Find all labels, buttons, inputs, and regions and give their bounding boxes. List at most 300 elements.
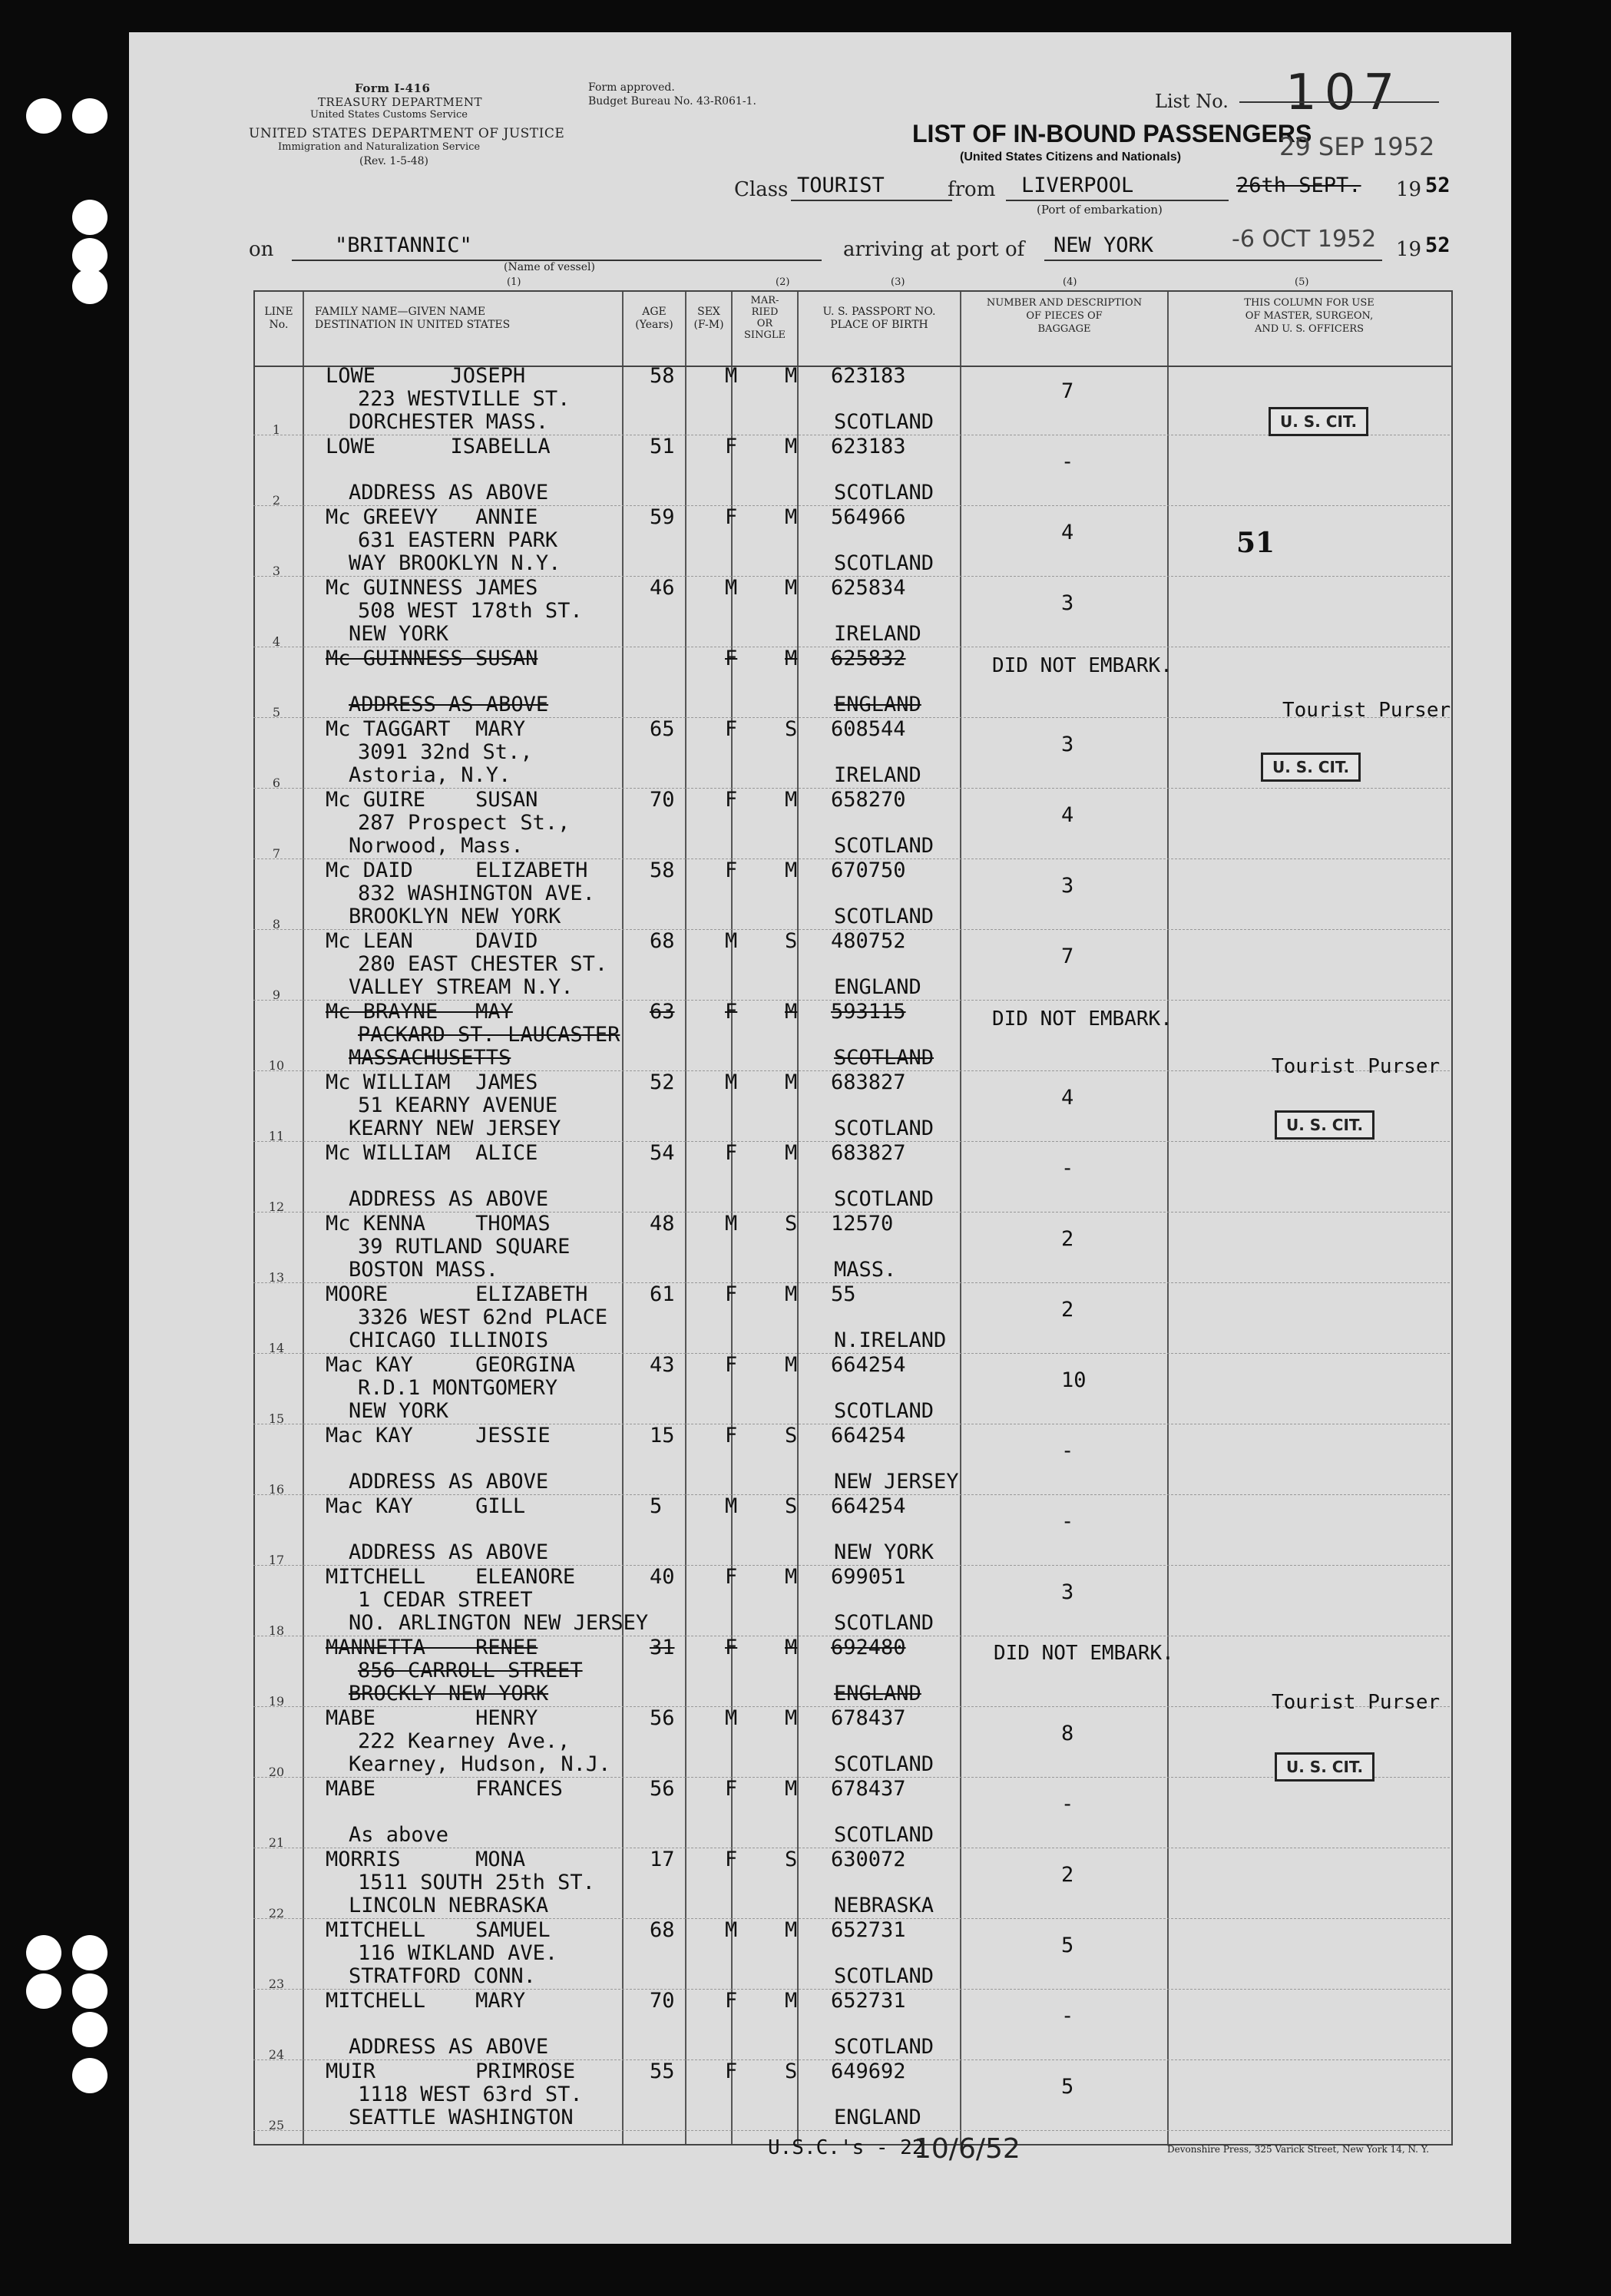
row-name: Mc GUINNESS SUSAN	[326, 647, 538, 670]
punch-hole	[26, 1935, 61, 1970]
row-sex: F	[725, 1000, 738, 1024]
row-bag: 3	[1061, 874, 1074, 898]
row-line-number: 20	[268, 1765, 285, 1779]
punch-hole	[72, 98, 108, 134]
row-passport: 670750	[831, 859, 906, 882]
row-sex: F	[725, 1424, 738, 1447]
row-line-number: 17	[268, 1553, 285, 1567]
count-51: 51	[1236, 527, 1275, 559]
row-name: MITCHELL MARY	[326, 1989, 526, 2013]
row-name: MORRIS MONA	[326, 1848, 526, 1871]
row-bag: 3	[1061, 733, 1074, 756]
row-addr2: Kearney, Hudson, N.J.	[349, 1752, 611, 1776]
row-ms: S	[785, 2059, 798, 2083]
us-cit-stamp: U. S. CIT.	[1275, 1752, 1374, 1782]
row-sex: F	[725, 717, 738, 741]
row-age: 68	[650, 1918, 675, 1942]
row-sex: M	[725, 1706, 738, 1730]
row-addr2: NEW YORK	[349, 622, 449, 646]
from-label: from	[948, 178, 996, 201]
row-name: MITCHELL SAMUEL	[326, 1918, 551, 1942]
dept-immigration: Immigration and Naturalization Service	[278, 141, 481, 153]
row-age: 61	[650, 1282, 675, 1306]
row-addr1: 832 WASHINGTON AVE.	[358, 882, 595, 905]
row-name: MITCHELL ELEANORE	[326, 1565, 576, 1589]
row-addr2: ADDRESS AS ABOVE	[349, 1187, 549, 1211]
row-addr2: KEARNY NEW JERSEY	[349, 1117, 561, 1140]
row-ms: S	[785, 717, 798, 741]
document-subtitle: (United States Citizens and Nationals)	[960, 151, 1182, 164]
col-num-4: (4)	[1063, 276, 1077, 288]
col-num-1: (1)	[507, 276, 521, 288]
row-ms: M	[785, 1565, 798, 1589]
class-label: Class	[734, 178, 789, 201]
row-passport: 608544	[831, 717, 906, 741]
row-birth: SCOTLAND	[834, 481, 935, 505]
col-num-5: (5)	[1295, 276, 1309, 288]
row-ms: M	[785, 647, 798, 670]
list-no-label: List No.	[1155, 91, 1229, 112]
row-addr2: MASSACHUSETTS	[349, 1046, 511, 1070]
row-birth: SCOTLAND	[834, 1964, 935, 1988]
row-birth: NEW JERSEY	[834, 1470, 959, 1494]
row-addr1: R.D.1 MONTGOMERY	[358, 1376, 558, 1400]
row-passport: 678437	[831, 1777, 906, 1801]
row-ms: S	[785, 1212, 798, 1236]
row-age: 55	[650, 2059, 675, 2083]
row-addr2: ADDRESS AS ABOVE	[349, 1470, 549, 1494]
row-passport: 683827	[831, 1070, 906, 1094]
row-addr2: BOSTON MASS.	[349, 1258, 499, 1282]
form-number: Form I-416	[355, 81, 431, 95]
row-addr1: 1118 WEST 63rd ST.	[358, 2083, 583, 2106]
row-birth: SCOTLAND	[834, 1752, 935, 1776]
row-name: Mac KAY GEORGINA	[326, 1353, 576, 1377]
row-bag: -	[1061, 1439, 1074, 1463]
row-addr1: 51 KEARNY AVENUE	[358, 1093, 558, 1117]
us-cit-stamp: U. S. CIT.	[1269, 407, 1368, 436]
row-bag: -	[1061, 1156, 1074, 1180]
row-ms: S	[785, 1424, 798, 1447]
row-addr1: 508 WEST 178th ST.	[358, 599, 583, 623]
row-addr1: 631 EASTERN PARK	[358, 528, 558, 552]
col-num-3: (3)	[891, 276, 905, 288]
row-ms: M	[785, 1918, 798, 1942]
row-sex: F	[725, 2059, 738, 2083]
row-line-number: 5	[272, 705, 281, 720]
row-passport: 683827	[831, 1141, 906, 1165]
row-addr2: ADDRESS AS ABOVE	[349, 1540, 549, 1564]
row-age: 46	[650, 576, 675, 600]
row-line-number: 1	[272, 422, 281, 437]
row-addr2: Astoria, N.Y.	[349, 763, 511, 787]
col-head-sex: SEX (F-M)	[693, 306, 724, 331]
row-addr2: NO. ARLINGTON NEW JERSEY	[349, 1611, 649, 1635]
list-number: 107	[1285, 65, 1403, 121]
row-sex: M	[725, 576, 738, 600]
row-birth: NEBRASKA	[834, 1894, 935, 1917]
row-passport: 480752	[831, 929, 906, 953]
row-sex: M	[725, 1212, 738, 1236]
row-addr1: 3091 32nd St.,	[358, 740, 533, 764]
row-name: Mc KENNA THOMAS	[326, 1212, 551, 1236]
row-passport: 649692	[831, 2059, 906, 2083]
row-ms: M	[785, 435, 798, 458]
row-passport: 678437	[831, 1706, 906, 1730]
row-name: Mc TAGGART MARY	[326, 717, 526, 741]
row-addr1: 116 WIKLAND AVE.	[358, 1941, 558, 1965]
on-label: on	[249, 238, 274, 261]
col-head-line: LINE No.	[264, 306, 293, 331]
col-head-married: MAR- RIED OR SINGLE	[744, 295, 786, 341]
row-age: 43	[650, 1353, 675, 1377]
row-birth: SCOTLAND	[834, 1823, 935, 1847]
embark-caption: (Port of embarkation)	[1037, 203, 1163, 217]
row-addr1: 1511 SOUTH 25th ST.	[358, 1871, 595, 1894]
vessel-name: "BRITANNIC"	[335, 233, 472, 257]
row-age: 52	[650, 1070, 675, 1094]
purser-note-2: Tourist Purser	[1272, 1055, 1441, 1078]
col-head-passport: U. S. PASSPORT NO. PLACE OF BIRTH	[822, 306, 936, 331]
col-head-name: FAMILY NAME—GIVEN NAME DESTINATION IN UNITED STATES	[315, 306, 511, 331]
purser-note-3: Tourist Purser	[1272, 1691, 1441, 1714]
row-ms: S	[785, 929, 798, 953]
row-ms: M	[785, 859, 798, 882]
row-addr2: DORCHESTER MASS.	[349, 410, 549, 434]
punch-hole	[26, 98, 61, 134]
punch-hole	[72, 200, 108, 235]
row-age: 17	[650, 1848, 675, 1871]
row-passport: 55	[831, 1282, 856, 1306]
row-addr1: 39 RUTLAND SQUARE	[358, 1235, 571, 1259]
row-line-number: 7	[272, 846, 281, 861]
row-line-number: 15	[268, 1411, 285, 1426]
row-sex: F	[725, 859, 738, 882]
row-birth: IRELAND	[834, 763, 921, 787]
row-name: MANNETTA RENEE	[326, 1636, 538, 1659]
row-sex: F	[725, 1141, 738, 1165]
row-addr1: 3326 WEST 62nd PLACE	[358, 1305, 608, 1329]
row-line-number: 10	[268, 1058, 285, 1073]
embark-date: 26th SEPT.	[1236, 174, 1361, 197]
row-age: 48	[650, 1212, 675, 1236]
row-line-number: 16	[268, 1482, 285, 1497]
row-bag: 2	[1061, 1863, 1074, 1887]
row-name: LOWE JOSEPH	[326, 364, 526, 388]
row-addr2: BROCKLY NEW YORK	[349, 1682, 549, 1705]
row-birth: SCOTLAND	[834, 1399, 935, 1423]
row-age: 5	[650, 1494, 663, 1518]
row-bag: 4	[1061, 1086, 1074, 1110]
did-not-embark-3: DID NOT EMBARK.	[994, 1642, 1174, 1665]
row-ms: M	[785, 1070, 798, 1094]
row-age: 68	[650, 929, 675, 953]
row-ms: M	[785, 788, 798, 812]
year-prefix-2: 19	[1396, 238, 1422, 261]
year-prefix-1: 19	[1396, 178, 1422, 201]
row-age: 63	[650, 1000, 675, 1024]
row-sex: M	[725, 929, 738, 953]
row-name: Mc BRAYNE MAY	[326, 1000, 513, 1024]
row-bag: -	[1061, 1510, 1074, 1533]
row-birth: NEW YORK	[834, 1540, 935, 1564]
row-bag: 2	[1061, 1227, 1074, 1251]
row-ms: M	[785, 364, 798, 388]
punch-hole	[72, 269, 108, 304]
row-passport: 692480	[831, 1636, 906, 1659]
row-addr2: As above	[349, 1823, 449, 1847]
row-birth: MASS.	[834, 1258, 897, 1282]
row-passport: 699051	[831, 1565, 906, 1589]
row-ms: M	[785, 1000, 798, 1024]
row-addr1: 223 WESTVILLE ST.	[358, 387, 571, 411]
row-sex: F	[725, 1636, 738, 1659]
row-age: 65	[650, 717, 675, 741]
row-name: Mc WILLIAM ALICE	[326, 1141, 538, 1165]
year-2: 52	[1425, 233, 1451, 257]
row-sex: M	[725, 364, 738, 388]
col-num-2: (2)	[776, 276, 790, 288]
row-birth: SCOTLAND	[834, 1611, 935, 1635]
row-name: MUIR PRIMROSE	[326, 2059, 576, 2083]
row-age: 56	[650, 1777, 675, 1801]
row-bag: 8	[1061, 1722, 1074, 1745]
row-sex: F	[725, 1565, 738, 1589]
row-addr2: LINCOLN NEBRASKA	[349, 1894, 549, 1917]
row-bag: 5	[1061, 2075, 1074, 2099]
row-line-number: 25	[268, 2118, 285, 2132]
row-addr2: CHICAGO ILLINOIS	[349, 1328, 549, 1352]
row-ms: M	[785, 1777, 798, 1801]
port-embarkation: LIVERPOOL	[1021, 174, 1134, 197]
row-birth: SCOTLAND	[834, 410, 935, 434]
row-birth: N.IRELAND	[834, 1328, 947, 1352]
row-bag: -	[1061, 2004, 1074, 2028]
row-birth: SCOTLAND	[834, 1046, 935, 1070]
row-age: 31	[650, 1636, 675, 1659]
row-birth: SCOTLAND	[834, 1117, 935, 1140]
row-bag: 7	[1061, 945, 1074, 968]
row-addr2: ADDRESS AS ABOVE	[349, 481, 549, 505]
year-1: 52	[1425, 174, 1451, 197]
row-ms: M	[785, 1141, 798, 1165]
row-bag: 4	[1061, 803, 1074, 827]
row-divider	[253, 2130, 1450, 2131]
row-addr2: VALLEY STREAM N.Y.	[349, 975, 574, 999]
row-addr2: WAY BROOKLYN N.Y.	[349, 551, 561, 575]
footer-usc-count: U.S.C.'s - 22	[768, 2136, 925, 2159]
row-age: 70	[650, 1989, 675, 2013]
row-name: Mc GUIRE SUSAN	[326, 788, 538, 812]
row-addr1: 222 Kearney Ave.,	[358, 1729, 571, 1753]
punch-hole	[72, 1973, 108, 2009]
row-line-number: 14	[268, 1341, 285, 1355]
row-name: MABE HENRY	[326, 1706, 538, 1730]
row-birth: ENGLAND	[834, 1682, 921, 1705]
budget-bureau: Budget Bureau No. 43-R061-1.	[588, 95, 756, 108]
class-value: TOURIST	[797, 174, 885, 197]
row-name: LOWE ISABELLA	[326, 435, 551, 458]
row-name: Mc WILLIAM JAMES	[326, 1070, 538, 1094]
row-sex: M	[725, 1494, 738, 1518]
row-name: Mac KAY JESSIE	[326, 1424, 551, 1447]
row-birth: SCOTLAND	[834, 2035, 935, 2059]
did-not-embark-2: DID NOT EMBARK.	[992, 1007, 1173, 1031]
row-line-number: 3	[272, 564, 281, 578]
row-line-number: 2	[272, 493, 281, 508]
row-addr2: NEW YORK	[349, 1399, 449, 1423]
arriving-label: arriving at port of	[843, 238, 1025, 261]
port-arrival: NEW YORK	[1054, 233, 1154, 257]
received-stamp: 29 SEP 1952	[1279, 132, 1435, 161]
row-addr2: Norwood, Mass.	[349, 834, 524, 858]
row-addr2: BROOKLYN NEW YORK	[349, 905, 561, 928]
row-birth: SCOTLAND	[834, 905, 935, 928]
row-addr2: STRATFORD CONN.	[349, 1964, 536, 1988]
row-birth: SCOTLAND	[834, 834, 935, 858]
col-head-age: AGE (Years)	[635, 306, 673, 331]
row-sex: F	[725, 1353, 738, 1377]
row-birth: ENGLAND	[834, 2106, 921, 2129]
form-revision: (Rev. 1-5-48)	[359, 155, 428, 167]
row-passport: 12570	[831, 1212, 894, 1236]
row-sex: F	[725, 1777, 738, 1801]
row-sex: F	[725, 788, 738, 812]
row-age: 51	[650, 435, 675, 458]
row-sex: F	[725, 647, 738, 670]
row-line-number: 23	[268, 1977, 285, 1991]
dept-justice: UNITED STATES DEPARTMENT OF JUSTICE	[249, 126, 565, 141]
row-birth: ENGLAND	[834, 693, 921, 716]
row-birth: ENGLAND	[834, 975, 921, 999]
row-line-number: 12	[268, 1199, 285, 1214]
row-addr1: 1 CEDAR STREET	[358, 1588, 533, 1612]
form-approved: Form approved.	[588, 81, 675, 94]
row-line-number: 6	[272, 776, 281, 790]
row-passport: 623183	[831, 364, 906, 388]
row-age: 58	[650, 364, 675, 388]
row-ms: M	[785, 576, 798, 600]
row-birth: SCOTLAND	[834, 551, 935, 575]
row-addr1: 280 EAST CHESTER ST.	[358, 952, 608, 976]
row-bag: 7	[1061, 379, 1074, 403]
footer-date: 10/6/52	[914, 2133, 1021, 2165]
row-addr1: PACKARD ST. LAUCASTER	[358, 1023, 620, 1047]
row-line-number: 24	[268, 2047, 285, 2062]
row-age: 56	[650, 1706, 675, 1730]
row-name: MABE FRANCES	[326, 1777, 563, 1801]
row-bag: -	[1061, 450, 1074, 474]
punch-hole	[72, 2058, 108, 2093]
row-name: Mc DAID ELIZABETH	[326, 859, 588, 882]
row-age: 54	[650, 1141, 675, 1165]
row-line-number: 4	[272, 634, 281, 649]
purser-note-1: Tourist Purser	[1282, 699, 1451, 722]
row-passport: 664254	[831, 1494, 906, 1518]
punch-hole	[72, 1935, 108, 1970]
row-addr2: ADDRESS AS ABOVE	[349, 2035, 549, 2059]
did-not-embark-1: DID NOT EMBARK.	[992, 654, 1173, 677]
row-passport: 652731	[831, 1918, 906, 1942]
row-birth: IRELAND	[834, 622, 921, 646]
row-name: Mac KAY GILL	[326, 1494, 526, 1518]
row-age: 15	[650, 1424, 675, 1447]
row-name: Mc LEAN DAVID	[326, 929, 538, 953]
row-age: 40	[650, 1565, 675, 1589]
row-line-number: 11	[268, 1129, 285, 1143]
row-age: 70	[650, 788, 675, 812]
row-bag: 10	[1061, 1368, 1087, 1392]
row-passport: 625834	[831, 576, 906, 600]
row-line-number: 13	[268, 1270, 285, 1285]
row-age: 58	[650, 859, 675, 882]
row-name: MOORE ELIZABETH	[326, 1282, 588, 1306]
row-sex: F	[725, 435, 738, 458]
row-name: Mc GUINNESS JAMES	[326, 576, 538, 600]
us-cit-stamp: U. S. CIT.	[1261, 753, 1361, 782]
row-sex: F	[725, 1989, 738, 2013]
row-bag: 3	[1061, 591, 1074, 615]
row-passport: 564966	[831, 505, 906, 529]
dept-customs: United States Customs Service	[310, 109, 468, 121]
printer-credit: Devonshire Press, 325 Varick Street, New York 14, N. Y.	[1167, 2144, 1430, 2155]
us-cit-stamp: U. S. CIT.	[1275, 1110, 1374, 1140]
row-passport: 623183	[831, 435, 906, 458]
row-bag: 2	[1061, 1298, 1074, 1322]
row-bag: 4	[1061, 521, 1074, 544]
punch-hole	[26, 1973, 61, 2009]
row-addr2: SEATTLE WASHINGTON	[349, 2106, 574, 2129]
row-ms: S	[785, 1848, 798, 1871]
row-line-number: 18	[268, 1623, 285, 1638]
vessel-caption: (Name of vessel)	[504, 261, 595, 273]
row-ms: S	[785, 1494, 798, 1518]
row-sex: M	[725, 1918, 738, 1942]
row-passport: 630072	[831, 1848, 906, 1871]
row-passport: 593115	[831, 1000, 906, 1024]
row-line-number: 8	[272, 917, 281, 931]
row-sex: F	[725, 1282, 738, 1306]
document-title: LIST OF IN-BOUND PASSENGERS	[912, 120, 1312, 147]
punch-hole	[72, 2012, 108, 2047]
row-sex: F	[725, 505, 738, 529]
row-passport: 625832	[831, 647, 906, 670]
col-head-official: THIS COLUMN FOR USE OF MASTER, SURGEON, AND U. S. OFFICERS	[1244, 297, 1374, 335]
row-ms: M	[785, 1282, 798, 1306]
row-ms: M	[785, 1706, 798, 1730]
row-ms: M	[785, 505, 798, 529]
row-sex: F	[725, 1848, 738, 1871]
row-ms: M	[785, 1636, 798, 1659]
arrival-stamp: -6 OCT 1952	[1232, 226, 1377, 253]
dept-treasury: TREASURY DEPARTMENT	[318, 95, 482, 109]
row-birth: SCOTLAND	[834, 1187, 935, 1211]
row-ms: M	[785, 1353, 798, 1377]
row-bag: 3	[1061, 1580, 1074, 1604]
row-line-number: 21	[268, 1835, 285, 1850]
row-addr1: 287 Prospect St.,	[358, 811, 571, 835]
row-passport: 658270	[831, 788, 906, 812]
row-addr2: ADDRESS AS ABOVE	[349, 693, 549, 716]
row-line-number: 22	[268, 1906, 285, 1921]
row-age: 59	[650, 505, 675, 529]
row-line-number: 19	[268, 1694, 285, 1709]
row-bag: -	[1061, 1792, 1074, 1816]
row-name: Mc GREEVY ANNIE	[326, 505, 538, 529]
row-bag: 5	[1061, 1934, 1074, 1957]
row-addr1: 856 CARROLL STREET	[358, 1659, 583, 1682]
row-line-number: 9	[272, 988, 281, 1002]
